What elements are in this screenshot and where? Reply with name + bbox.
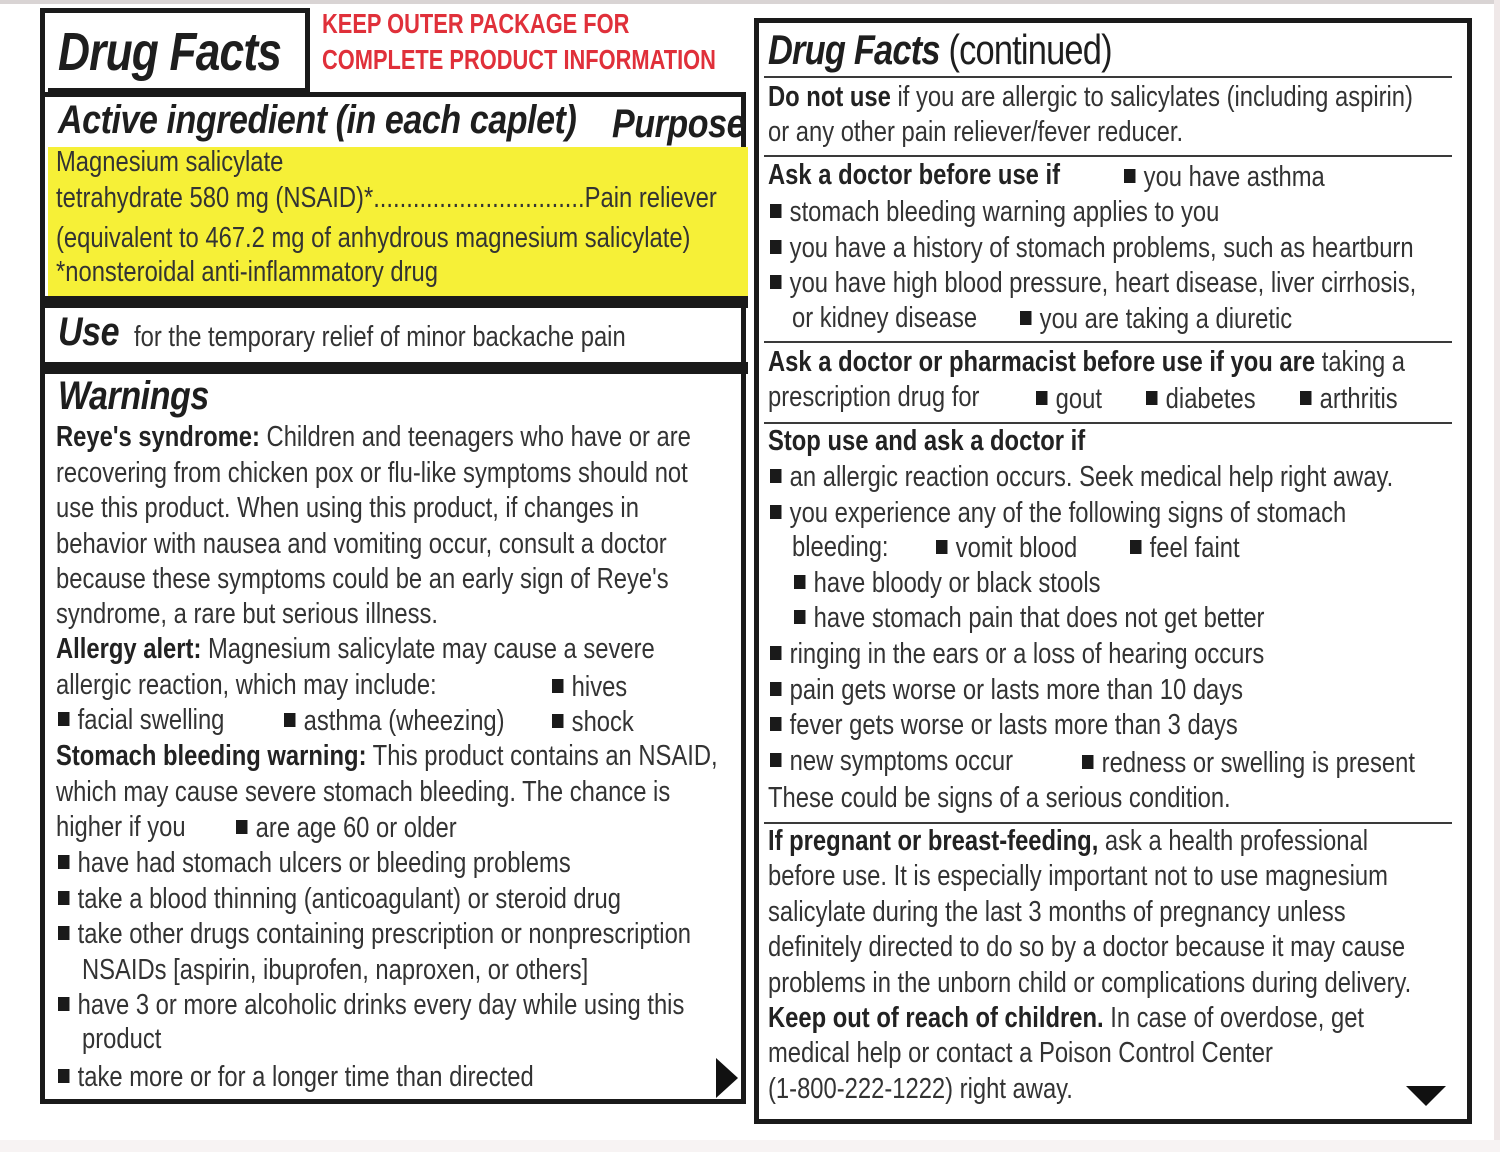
allergy-facial-text: facial swelling [77, 704, 225, 736]
continued-title-main: Drug Facts [768, 26, 940, 73]
askdoc-asthma [1124, 160, 1325, 195]
allergy-line-2: allergic reaction, which may include: [56, 669, 437, 701]
continued-title [768, 24, 1112, 76]
stop-vomit-text: vomit blood [955, 532, 1078, 564]
bullet-square-icon [58, 926, 69, 940]
stop-signs [770, 496, 1346, 531]
allergy-asthma [284, 704, 505, 739]
continued-title-suffix: (continued) [948, 26, 1112, 73]
stomach-text-1: This product contains an NSAID, [372, 740, 718, 772]
title-underline [48, 88, 310, 92]
bullet-square-icon [58, 712, 69, 726]
stomach-alcohol-2: product [82, 1023, 162, 1055]
askpharm-diabetes-text: diabetes [1165, 383, 1256, 415]
stomach-other [58, 917, 691, 952]
keep-package-notice-line1: KEEP OUTER PACKAGE FOR [322, 8, 630, 39]
stomach-longer-text: take more or for a longer time than directed [77, 1061, 534, 1093]
askpharm-diabetes [1146, 382, 1256, 417]
package-edge-bottom [0, 1140, 1500, 1152]
stop-faint-text: feel faint [1149, 532, 1240, 564]
askdoc-bp-2: or kidney disease [792, 302, 978, 334]
reye-line-6: syndrome, a rare but serious illness. [56, 598, 438, 630]
askdoc-history-text: you have a history of stomach problems, such as heartburn [789, 232, 1414, 264]
stomach-ulcers-text: have had stomach ulcers or bleeding problems [77, 847, 571, 879]
keep-line-2: medical help or contact a Poison Control Center [768, 1037, 1273, 1069]
stomach-ulcers [58, 846, 571, 881]
stomach-other-2: NSAIDs [aspirin, ibuprofen, naproxen, or others] [82, 954, 589, 986]
askpharm-arthritis-text: arthritis [1319, 383, 1398, 415]
stop-label: Stop use and ask a doctor if [768, 425, 1086, 457]
askpharm-line-1 [768, 345, 1405, 380]
askpharm-arthritis [1300, 382, 1398, 417]
donot-text-1: if you are allergic to salicylates (including aspirin) [897, 81, 1413, 113]
rule-after-active [44, 296, 748, 308]
askdoc-history [770, 231, 1414, 266]
bullet-square-icon [936, 540, 947, 554]
stop-stools [794, 566, 1101, 601]
preg-line-4: definitely directed to do so by a doctor because it may cause [768, 931, 1406, 963]
donot-line-2: or any other pain reliever/fever reducer. [768, 116, 1184, 148]
allergy-text-1: Magnesium salicylate may cause a severe [207, 633, 655, 665]
preg-text-1: ask a health professional [1104, 825, 1368, 857]
stomach-longer [58, 1060, 534, 1095]
rule-1 [764, 76, 1452, 78]
stop-heading [768, 424, 1085, 459]
stop-pain [794, 601, 1264, 636]
reye-text-1: Children and teenagers who have or are [266, 421, 691, 453]
stomach-line-1 [56, 739, 718, 774]
keep-text-1: In case of overdose, get [1110, 1002, 1365, 1034]
bullet-square-icon [770, 469, 781, 483]
bullet-square-icon [1146, 391, 1157, 405]
bullet-square-icon [1020, 311, 1031, 325]
stop-redness-text: redness or swelling is present [1101, 747, 1415, 779]
stomach-blood-text: take a blood thinning (anticoagulant) or steroid drug [77, 883, 622, 915]
stomach-line-2: which may cause severe stomach bleeding. The chance is [56, 776, 671, 808]
continue-arrow-down-icon [1406, 1086, 1446, 1106]
bullet-square-icon [770, 682, 781, 696]
bullet-square-icon [770, 646, 781, 660]
reye-label: Reye's syndrome: [56, 421, 260, 453]
bullet-square-icon [794, 610, 805, 624]
keep-label: Keep out of reach of children. [768, 1002, 1104, 1034]
allergy-shock-text: shock [571, 706, 634, 738]
bullet-square-icon [770, 717, 781, 731]
keep-line-3: (1-800-222-1222) right away. [768, 1073, 1073, 1105]
bullet-square-icon [794, 575, 805, 589]
rule-3 [764, 341, 1452, 343]
bullet-square-icon [58, 855, 69, 869]
active-amount: tetrahydrate 580 mg (NSAID)* [56, 182, 374, 214]
keep-package-notice-line2: COMPLETE PRODUCT INFORMATION [322, 44, 716, 75]
package-edge-top [0, 0, 1500, 4]
stomach-other-text: take other drugs containing prescription or nonprescription [77, 918, 692, 950]
leader-dots: ................................ [373, 182, 585, 214]
askpharm-gout-text: gout [1055, 383, 1102, 415]
bullet-square-icon [58, 997, 69, 1011]
warnings-heading: Warnings [58, 374, 209, 418]
stop-ringing [770, 637, 1264, 672]
drug-facts-title: Drug Facts [58, 22, 282, 82]
askdoc-heading [768, 158, 1060, 193]
bullet-square-icon [58, 891, 69, 905]
stop-signs-text: you experience any of the following signs of stomach [789, 497, 1347, 529]
allergy-label: Allergy alert: [56, 633, 202, 665]
donot-line-1 [768, 80, 1413, 115]
bullet-square-icon [770, 275, 781, 289]
use-heading: Use [58, 310, 120, 354]
active-line-1: Magnesium salicylate [56, 146, 284, 178]
allergy-line-1 [56, 632, 655, 667]
stop-stools-text: have bloody or black stools [813, 567, 1101, 599]
continue-arrow-right-icon [716, 1058, 738, 1098]
allergy-shock [552, 705, 634, 740]
bullet-square-icon [1124, 169, 1135, 183]
active-line-4: *nonsteroidal anti-inflammatory drug [56, 256, 438, 288]
stop-faint [1130, 531, 1240, 566]
stop-pain10-text: pain gets worse or lasts more than 10 days [789, 674, 1244, 706]
bullet-square-icon [1300, 391, 1311, 405]
preg-line-5: problems in the unborn child or complications during delivery. [768, 967, 1412, 999]
active-ingredient-heading: Active ingredient (in each caplet) [58, 98, 577, 142]
allergy-hives [552, 670, 627, 705]
askdoc-bp [770, 266, 1416, 301]
reye-line-2: recovering from chicken pox or flu-like symptoms should not [56, 457, 688, 489]
package-edge-right [1494, 0, 1500, 1152]
askdoc-asthma-text: you have asthma [1143, 161, 1325, 193]
stop-allergic [770, 460, 1393, 495]
stomach-alcohol [58, 988, 684, 1023]
reye-line-1 [56, 420, 691, 455]
preg-line-1 [768, 824, 1368, 859]
askdoc-stomach-text: stomach bleeding warning applies to you [789, 196, 1220, 228]
bullet-square-icon [770, 505, 781, 519]
stomach-blood [58, 882, 621, 917]
stop-serious: These could be signs of a serious condition. [768, 782, 1231, 814]
askpharm-text-1: taking a [1321, 346, 1406, 378]
use-text: for the temporary relief of minor backache pain [134, 321, 626, 353]
stop-fever [770, 708, 1238, 743]
preg-line-3: salicylate during the last 3 months of pregnancy unless [768, 896, 1346, 928]
askpharm-gout [1036, 382, 1102, 417]
donot-label: Do not use [768, 81, 891, 113]
stomach-label: Stomach bleeding warning: [56, 740, 367, 772]
bullet-square-icon [1130, 540, 1141, 554]
bullet-square-icon [58, 1069, 69, 1083]
bullet-square-icon [284, 713, 295, 727]
bullet-square-icon [1082, 755, 1093, 769]
bullet-square-icon [236, 820, 247, 834]
reye-line-5: because these symptoms could be an early sign of Reye's [56, 563, 669, 595]
allergy-asthma-text: asthma (wheezing) [303, 705, 505, 737]
bullet-square-icon [770, 240, 781, 254]
askdoc-diuretic-text: you are taking a diuretic [1039, 303, 1293, 335]
stop-new-text: new symptoms occur [789, 745, 1014, 777]
preg-label: If pregnant or breast-feeding, [768, 825, 1099, 857]
bullet-square-icon [552, 714, 563, 728]
stomach-age-text: are age 60 or older [255, 812, 457, 844]
bullet-square-icon [552, 679, 563, 693]
reye-line-3: use this product. When using this product, if changes in [56, 492, 639, 524]
askdoc-label: Ask a doctor before use if [768, 159, 1061, 191]
stop-allergic-text: an allergic reaction occurs. Seek medical help right away. [789, 461, 1394, 493]
keep-line-1 [768, 1001, 1364, 1036]
stop-pain-text: have stomach pain that does not get better [813, 602, 1265, 634]
purpose-value: Pain reliever [584, 182, 717, 214]
stop-vomit [936, 531, 1077, 566]
rule-2 [764, 155, 1452, 157]
reye-line-4: behavior with nausea and vomiting occur, consult a doctor [56, 528, 667, 560]
preg-line-2: before use. It is especially important not to use magnesium [768, 860, 1388, 892]
bullet-square-icon [770, 753, 781, 767]
stop-fever-text: fever gets worse or lasts more than 3 days [789, 709, 1238, 741]
allergy-facial [58, 703, 224, 738]
purpose-heading: Purpose [612, 102, 746, 146]
active-line-3: (equivalent to 467.2 mg of anhydrous magnesium salicylate) [56, 222, 691, 254]
askdoc-diuretic [1020, 302, 1292, 337]
stomach-line-3: higher if you [56, 811, 186, 843]
askpharm-line-2: prescription drug for [768, 381, 980, 413]
stop-redness [1082, 746, 1415, 781]
stomach-alcohol-text: have 3 or more alcoholic drinks every day while using this [77, 989, 685, 1021]
askpharm-label: Ask a doctor or pharmacist before use if you are [768, 346, 1316, 378]
stop-new [770, 744, 1013, 779]
bullet-square-icon [1036, 391, 1047, 405]
active-line-2 [56, 181, 717, 216]
stop-pain10 [770, 673, 1243, 708]
stop-ringing-text: ringing in the ears or a loss of hearing occurs [789, 638, 1265, 670]
stomach-age [236, 811, 457, 846]
bullet-square-icon [770, 204, 781, 218]
askdoc-stomach [770, 195, 1219, 230]
stop-signs-2: bleeding: [792, 531, 889, 563]
askdoc-bp-text: you have high blood pressure, heart disease, liver cirrhosis, [789, 267, 1417, 299]
allergy-hives-text: hives [571, 671, 628, 703]
